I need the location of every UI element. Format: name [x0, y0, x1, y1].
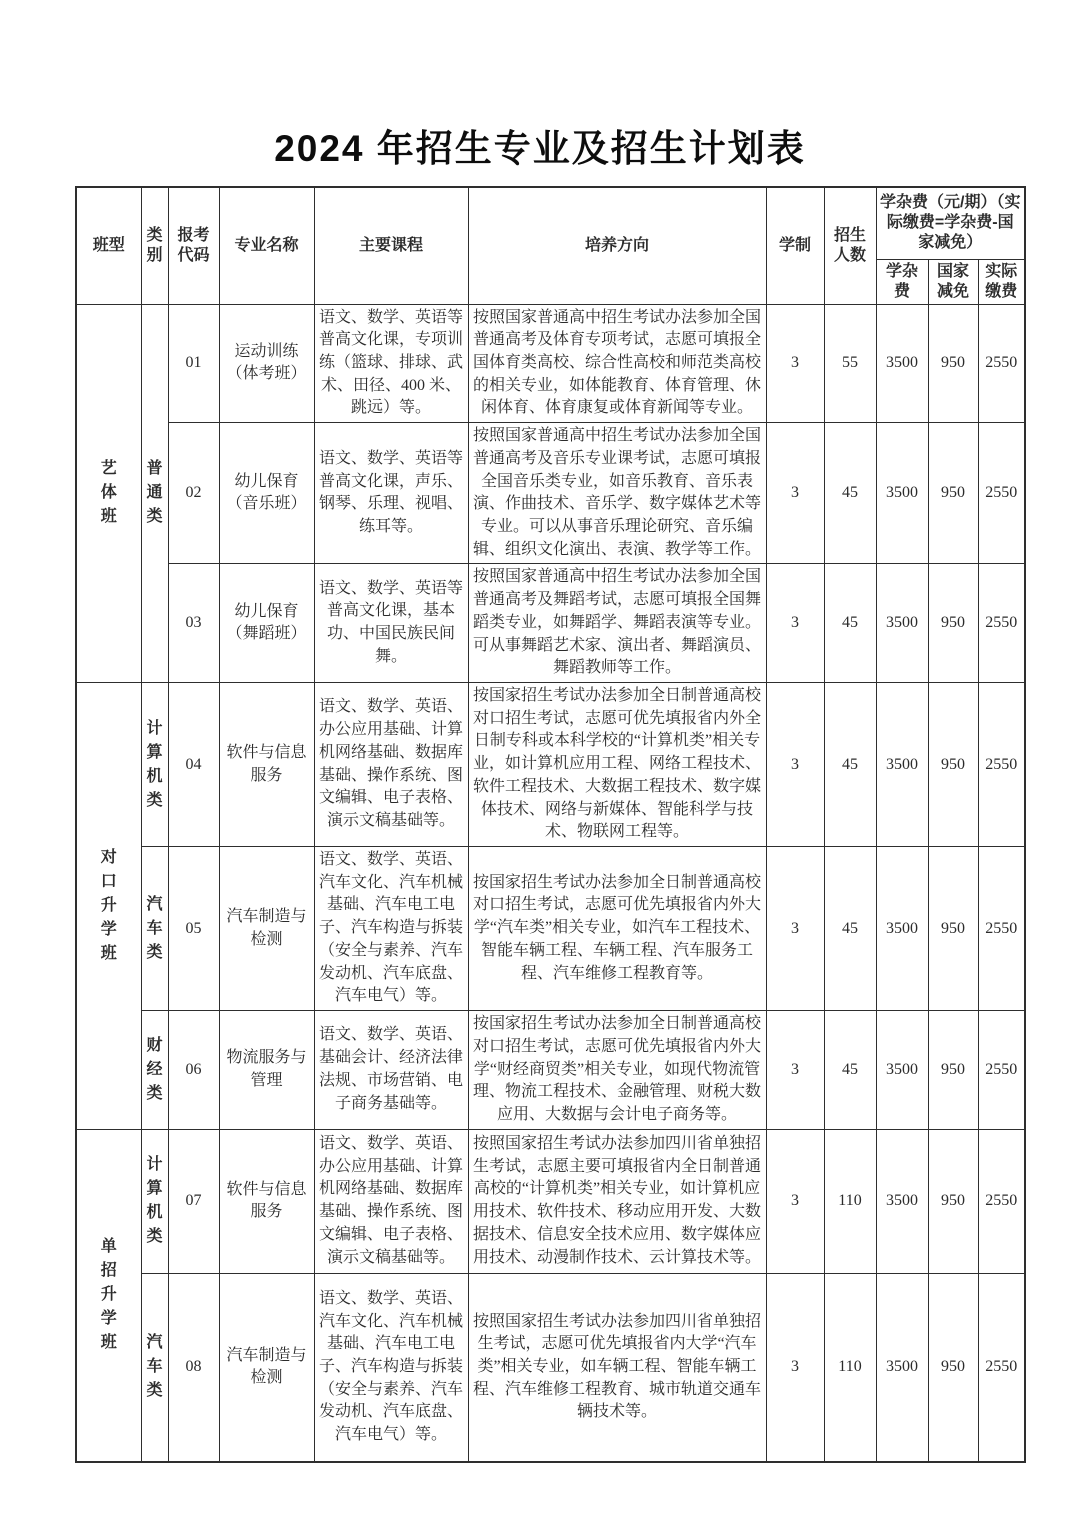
- cell-fee: 3500: [876, 304, 928, 423]
- cell-category: [141, 847, 168, 1011]
- cell-fee: 3500: [876, 1129, 928, 1273]
- cell-courses: 语文、数学、英语、办公应用基础、计算机网络基础、数据库基础、操作系统、图文编辑、电子表格、演示文稿基础等。: [314, 1129, 468, 1273]
- cell-direction: 按照国家普通高中招生考试办法参加全国普通高考及音乐专业课考试，志愿可填报全国音乐类专业，如音乐教育、音乐表演、作曲技术、音乐学、数字媒体艺术等专业。可以从事音乐理论研究、音乐编辑、组织文化演出、表演、教学等工作。: [468, 423, 766, 564]
- class-group-label: 艺体班: [100, 460, 117, 526]
- table-row: [76, 1129, 1025, 1273]
- cell-code: 06: [168, 1011, 219, 1130]
- table-row: [76, 683, 1025, 847]
- cell-reduction: 950: [928, 847, 978, 1011]
- table-row: [76, 1273, 1025, 1462]
- cell-reduction: 950: [928, 1273, 978, 1462]
- class-group-label: 对口升学班: [100, 848, 117, 962]
- cell-years: 3: [766, 683, 824, 847]
- cell-reduction: 950: [928, 683, 978, 847]
- table-row: [76, 564, 1025, 683]
- cell-class-group: [76, 304, 141, 683]
- table-row: [76, 423, 1025, 564]
- cell-reduction: 950: [928, 564, 978, 683]
- cell-category: [141, 1273, 168, 1462]
- cell-category: [141, 304, 168, 683]
- cell-courses: 语文、数学、英语、汽车文化、汽车机械基础、汽车电工电子、汽车构造与拆装（安全与素养、汽车发动机、汽车底盘、汽车电气）等。: [314, 847, 468, 1011]
- header-major: 专业名称: [219, 187, 314, 304]
- cell-reduction: 950: [928, 1011, 978, 1130]
- cell-years: 3: [766, 1011, 824, 1130]
- cell-code: 02: [168, 423, 219, 564]
- enrollment-plan-table: [75, 186, 1026, 1463]
- cell-years: 3: [766, 423, 824, 564]
- header-reduction: 国家减免: [928, 259, 978, 304]
- cell-quota: 110: [824, 1273, 876, 1462]
- cell-fee: 3500: [876, 683, 928, 847]
- header-category: 类别: [141, 187, 168, 304]
- header-code: 报考代码: [168, 187, 219, 304]
- cell-quota: 45: [824, 1011, 876, 1130]
- header-actual: 实际缴费: [978, 259, 1025, 304]
- category-label: 普通类: [146, 460, 163, 526]
- table-row: [76, 1011, 1025, 1130]
- cell-years: 3: [766, 847, 824, 1011]
- header-years: 学制: [766, 187, 824, 304]
- cell-direction: 按照国家招生考试办法参加四川省单独招生考试，志愿可优先填报省内大学“汽车类”相关专业，如车辆工程、智能车辆工程、汽车维修工程教育、城市轨道交通车辆技术等。: [468, 1273, 766, 1462]
- cell-major: 幼儿保育（舞蹈班）: [219, 564, 314, 683]
- cell-major: 软件与信息服务: [219, 1129, 314, 1273]
- cell-years: 3: [766, 1129, 824, 1273]
- cell-class-group: [76, 1129, 141, 1462]
- cell-code: 03: [168, 564, 219, 683]
- header-fee: 学杂费: [876, 259, 928, 304]
- cell-category: [141, 1011, 168, 1130]
- table-row: [76, 847, 1025, 1011]
- cell-actual: 2550: [978, 304, 1025, 423]
- cell-fee: 3500: [876, 847, 928, 1011]
- category-label: 汽车类: [146, 895, 163, 961]
- cell-actual: 2550: [978, 1129, 1025, 1273]
- header-direction: 培养方向: [468, 187, 766, 304]
- cell-fee: 3500: [876, 1273, 928, 1462]
- cell-fee: 3500: [876, 564, 928, 683]
- table-row: [76, 304, 1025, 423]
- cell-class-group: [76, 683, 141, 1130]
- cell-reduction: 950: [928, 304, 978, 423]
- cell-quota: 110: [824, 1129, 876, 1273]
- cell-courses: 语文、数学、英语、基础会计、经济法律法规、市场营销、电子商务基础等。: [314, 1011, 468, 1130]
- cell-courses: 语文、数学、英语、汽车文化、汽车机械基础、汽车电工电子、汽车构造与拆装（安全与素养、汽车发动机、汽车底盘、汽车电气）等。: [314, 1273, 468, 1462]
- cell-direction: 按国家招生考试办法参加全日制普通高校对口招生考试，志愿可优先填报省内外大学“汽车类”相关专业，如汽车工程技术、智能车辆工程、车辆工程、汽车服务工程、汽车维修工程教育等。: [468, 847, 766, 1011]
- cell-quota: 45: [824, 847, 876, 1011]
- class-group-label: 单招升学班: [100, 1238, 117, 1352]
- cell-fee: 3500: [876, 1011, 928, 1130]
- cell-code: 05: [168, 847, 219, 1011]
- cell-direction: 按照国家普通高中招生考试办法参加全国普通高考及体育专项考试，志愿可填报全国体育类高校、综合性高校和师范类高校的相关专业，如体能教育、体育管理、休闲体育、体育康复或体育新闻等专业。: [468, 304, 766, 423]
- cell-major: 幼儿保育（音乐班）: [219, 423, 314, 564]
- cell-code: 07: [168, 1129, 219, 1273]
- cell-direction: 按国家招生考试办法参加全日制普通高校对口招生考试，志愿可优先填报省内外大学“财经商贸类”相关专业，如现代物流管理、物流工程技术、金融管理、财税大数应用、大数据与会计电子商务等。: [468, 1011, 766, 1130]
- cell-quota: 45: [824, 564, 876, 683]
- cell-direction: 按国家招生考试办法参加全日制普通高校对口招生考试，志愿可优先填报省内外全日制专科或本科学校的“计算机类”相关专业，如计算机应用工程、网络工程技术、软件工程技术、大数据工程技术、数字媒体技术、网络与新媒体、智能科学与技术、物联网工程等。: [468, 683, 766, 847]
- page-title: 2024 年招生专业及招生计划表: [274, 128, 806, 169]
- cell-years: 3: [766, 564, 824, 683]
- header-class-type: 班型: [76, 187, 141, 304]
- cell-actual: 2550: [978, 683, 1025, 847]
- header-fee-group: 学杂费（元/期）（实际缴费=学杂费-国家减免）: [876, 187, 1025, 259]
- header-courses: 主要课程: [314, 187, 468, 304]
- cell-years: 3: [766, 304, 824, 423]
- cell-quota: 45: [824, 683, 876, 847]
- category-label: 汽车类: [146, 1334, 163, 1400]
- header-row-1: [76, 187, 1025, 259]
- cell-major: 软件与信息服务: [219, 683, 314, 847]
- cell-code: 04: [168, 683, 219, 847]
- cell-code: 08: [168, 1273, 219, 1462]
- cell-major: 物流服务与管理: [219, 1011, 314, 1130]
- cell-courses: 语文、数学、英语等普高文化课，声乐、钢琴、乐理、视唱、练耳等。: [314, 423, 468, 564]
- cell-category: [141, 1129, 168, 1273]
- cell-major: 汽车制造与检测: [219, 1273, 314, 1462]
- cell-fee: 3500: [876, 423, 928, 564]
- cell-actual: 2550: [978, 847, 1025, 1011]
- cell-code: 01: [168, 304, 219, 423]
- cell-actual: 2550: [978, 564, 1025, 683]
- cell-actual: 2550: [978, 1011, 1025, 1130]
- cell-major: 运动训练（体考班）: [219, 304, 314, 423]
- header-quota: 招生人数: [824, 187, 876, 304]
- cell-quota: 55: [824, 304, 876, 423]
- cell-courses: 语文、数学、英语等普高文化课，基本功、中国民族民间舞。: [314, 564, 468, 683]
- cell-category: [141, 683, 168, 847]
- category-label: 计算机类: [146, 1156, 163, 1246]
- cell-reduction: 950: [928, 423, 978, 564]
- category-label: 计算机类: [146, 719, 163, 809]
- cell-actual: 2550: [978, 423, 1025, 564]
- cell-reduction: 950: [928, 1129, 978, 1273]
- cell-direction: 按照国家招生考试办法参加四川省单独招生考试，志愿主要可填报省内全日制普通高校的“计算机类”相关专业，如计算机应用技术、软件技术、移动应用开发、大数据技术、信息安全技术应用、数字媒体应用技术、动漫制作技术、云计算技术等。: [468, 1129, 766, 1273]
- cell-years: 3: [766, 1273, 824, 1462]
- cell-actual: 2550: [978, 1273, 1025, 1462]
- cell-direction: 按照国家普通高中招生考试办法参加全国普通高考及舞蹈考试，志愿可填报全国舞蹈类专业，如舞蹈学、舞蹈表演等专业。可从事舞蹈艺术家、演出者、舞蹈演员、舞蹈教师等工作。: [468, 564, 766, 683]
- cell-major: 汽车制造与检测: [219, 847, 314, 1011]
- cell-courses: 语文、数学、英语等普高文化课，专项训练（篮球、排球、武术、田径、400 米、跳远）等。: [314, 304, 468, 423]
- category-label: 财经类: [146, 1036, 163, 1102]
- cell-courses: 语文、数学、英语、办公应用基础、计算机网络基础、数据库基础、操作系统、图文编辑、电子表格、演示文稿基础等。: [314, 683, 468, 847]
- cell-quota: 45: [824, 423, 876, 564]
